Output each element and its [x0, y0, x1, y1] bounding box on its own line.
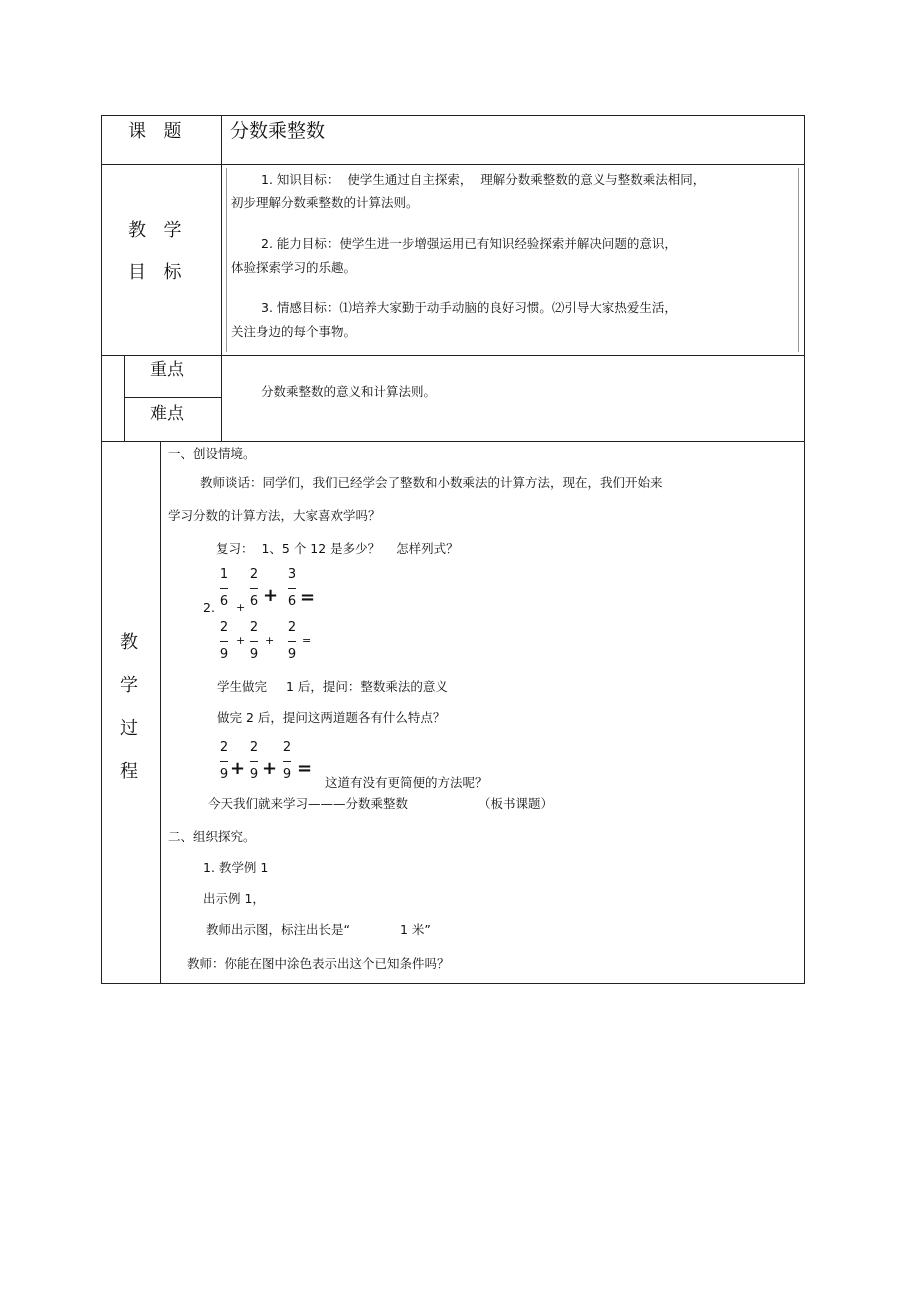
plus-sign: +: [236, 634, 246, 647]
objectives-label-line1: 教 学: [128, 220, 184, 241]
board-title-note: （板书课题）: [478, 796, 554, 811]
fraction-numerator: 2: [282, 740, 292, 755]
fraction-numerator: 2: [287, 620, 297, 635]
fraction-denominator: 9: [282, 767, 292, 782]
key-point-label: 重点: [150, 360, 184, 380]
objective-knowledge-line2: 初步理解分数乘整数的计算法则。: [231, 195, 419, 210]
table-border-right: [804, 115, 805, 984]
fraction-denominator: 9: [219, 647, 229, 662]
fraction: [247, 567, 261, 610]
section-create-situation: 一、创设情境。: [168, 446, 256, 461]
objectives-label-line2: 目 标: [128, 262, 184, 283]
table-border-bottom: [101, 983, 805, 984]
teacher-talk-line2: 学习分数的计算方法，大家喜欢学吗？: [168, 508, 381, 523]
fraction-bar: [250, 588, 258, 589]
fraction: [217, 620, 231, 663]
fraction-bar: [220, 641, 228, 642]
fraction: [285, 620, 299, 663]
fraction-bar: [283, 761, 291, 762]
fraction-bar: [220, 588, 228, 589]
row-divider-topic: [101, 164, 805, 165]
objectives-inner-right: [798, 168, 799, 352]
objective-knowledge-line1: 1. 知识目标： 使学生通过自主探索， 理解分数乘整数的意义与整数乘法相同，: [261, 172, 706, 187]
fraction: [247, 740, 261, 783]
equals-sign: =: [297, 758, 313, 779]
today-topic: 今天我们就来学习———分数乘整数: [208, 796, 409, 811]
fraction-numerator: 1: [219, 567, 229, 582]
fraction-denominator: 9: [219, 767, 229, 782]
difficult-point-label: 难点: [150, 404, 184, 424]
fraction: [247, 620, 261, 663]
table-border-top: [101, 115, 805, 116]
plus-sign: +: [262, 758, 278, 779]
fraction-bar: [250, 761, 258, 762]
fraction-numerator: 2: [249, 567, 259, 582]
plus-sign: +: [230, 758, 246, 779]
fraction-numerator: 2: [249, 620, 259, 635]
fraction: [280, 740, 294, 783]
after-step1-b: 1 后，提问：整数乘法的意义: [286, 679, 448, 694]
topic-value: 分数乘整数: [230, 120, 326, 142]
example-1-title: 1. 教学例 1: [203, 860, 269, 875]
divider-key-difficult: [124, 397, 222, 398]
fraction-denominator: 6: [219, 594, 229, 609]
item-2-prefix: 2.: [203, 600, 215, 615]
fraction: [285, 567, 299, 610]
fraction-numerator: 2: [219, 620, 229, 635]
objective-emotion-line1: 3. 情感目标：⑴培养大家勤于动手动脑的良好习惯。⑵引导大家热爱生活，: [261, 300, 677, 315]
fraction-denominator: 6: [287, 594, 297, 609]
equals-sign: =: [302, 634, 312, 647]
process-label-divider: [160, 441, 161, 984]
teacher-talk-line1: 教师谈话：同学们，我们已经学会了整数和小数乘法的计算方法，现在，我们开始来: [200, 475, 663, 490]
fraction-bar: [288, 641, 296, 642]
keypoints-inner-divider: [124, 355, 125, 442]
process-label-char-1: 教: [120, 632, 140, 653]
fraction-bar: [220, 761, 228, 762]
teacher-show-diagram-b: 1 米”: [400, 922, 431, 937]
plus-sign: +: [263, 585, 279, 606]
section-organize-explore: 二、组织探究。: [168, 829, 256, 844]
fraction: [217, 567, 231, 610]
plus-sign: +: [265, 634, 275, 647]
fraction-numerator: 3: [287, 567, 297, 582]
key-points-content: 分数乘整数的意义和计算法则。: [261, 384, 437, 399]
teacher-show-diagram-a: 教师出示图，标注出长是“: [206, 922, 350, 937]
plus-sign: +: [236, 601, 246, 614]
fraction-bar: [250, 641, 258, 642]
simpler-method-question: 这道有没有更简便的方法呢？: [325, 775, 488, 790]
after-step2: 做完 2 后，提问这两道题各有什么特点？: [217, 710, 446, 725]
process-label-char-3: 过: [120, 718, 140, 739]
teacher-question: 教师：你能在图中涂色表示出这个已知条件吗？: [187, 956, 450, 971]
review-question: 复习： 1、5 个 12 是多少？ 怎样列式？: [216, 541, 459, 556]
objective-ability-line2: 体验探索学习的乐趣。: [231, 260, 357, 275]
objectives-inner-left: [226, 168, 227, 352]
equals-sign: =: [300, 587, 316, 608]
show-example-1: 出示例 1，: [203, 891, 265, 906]
objective-emotion-line2: 关注身边的每个事物。: [231, 324, 357, 339]
fraction-denominator: 9: [249, 647, 259, 662]
table-border-left: [101, 115, 102, 984]
row-divider-keypoints: [101, 441, 805, 442]
row-divider-objectives: [101, 355, 805, 356]
fraction-bar: [288, 588, 296, 589]
label-column-divider: [221, 115, 222, 442]
fraction-denominator: 9: [287, 647, 297, 662]
fraction-numerator: 2: [249, 740, 259, 755]
objective-ability-line1: 2. 能力目标：使学生进一步增强运用已有知识经验探索并解决问题的意识，: [261, 236, 677, 251]
fraction: [217, 740, 231, 783]
process-label-char-2: 学: [120, 675, 140, 696]
fraction-denominator: 6: [249, 594, 259, 609]
process-label-char-4: 程: [120, 761, 140, 782]
fraction-numerator: 2: [219, 740, 229, 755]
fraction-denominator: 9: [249, 767, 259, 782]
topic-label: 课 题: [128, 121, 184, 142]
after-step1-a: 学生做完: [217, 679, 268, 694]
